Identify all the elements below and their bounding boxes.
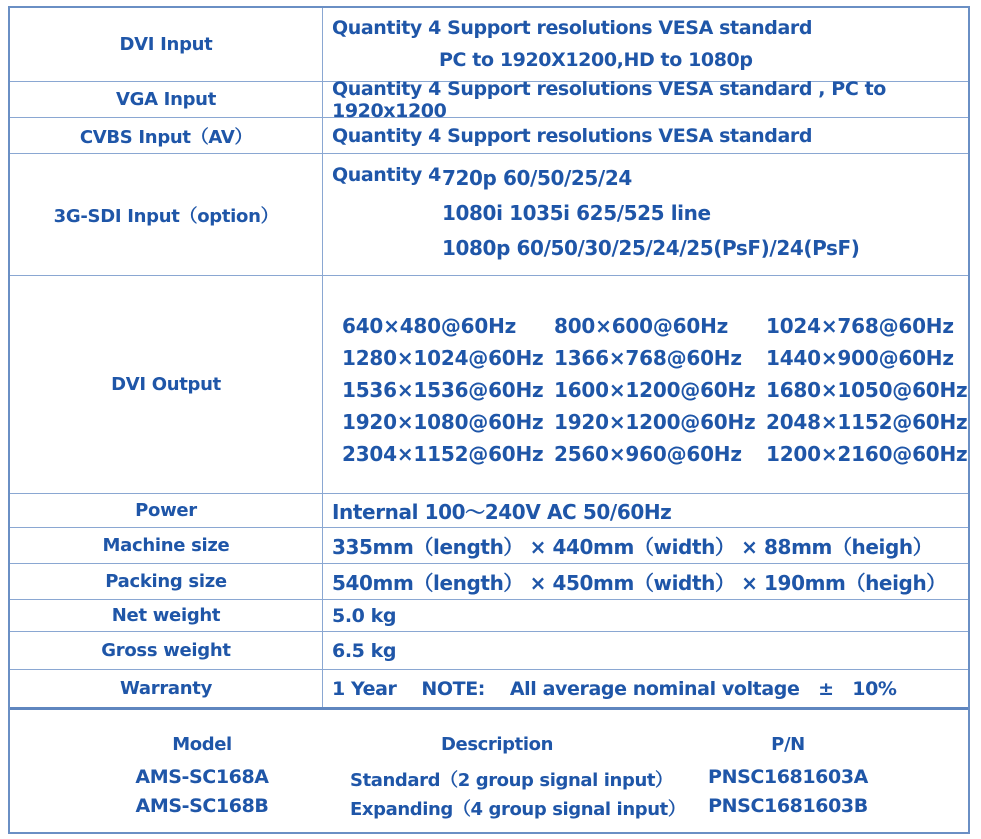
label-net-weight: Net weight	[10, 600, 323, 631]
header-model: Model	[172, 734, 232, 755]
resolution-item: 2304×1152@60Hz	[342, 442, 544, 466]
value-vga-input: Quantity 4 Support resolutions VESA standard , PC to 1920x1200	[332, 77, 886, 122]
resolution-item: 1440×900@60Hz	[766, 346, 954, 370]
resolution-item: 2048×1152@60Hz	[766, 410, 968, 434]
row-dvi-input	[10, 8, 968, 82]
label-sdi-input: 3G-SDI Input（option）	[10, 154, 323, 275]
value-power: Internal 100～240V AC 50/60Hz	[332, 500, 672, 524]
resolution-item: 1366×768@60Hz	[554, 346, 742, 370]
row-warranty	[10, 670, 968, 710]
pn-a: PNSC1681603A	[708, 766, 868, 788]
header-description: Description	[440, 734, 554, 755]
resolution-item: 2560×960@60Hz	[554, 442, 742, 466]
label-vga-input: VGA Input	[10, 82, 323, 117]
row-machine-size	[10, 528, 968, 564]
resolution-item: 1920×1080@60Hz	[342, 410, 544, 434]
value-gross-weight: 6.5 kg	[332, 639, 397, 662]
resolution-item: 1920×1200@60Hz	[554, 410, 756, 434]
label-warranty: Warranty	[10, 670, 323, 707]
spec-table	[8, 6, 970, 834]
resolution-item: 1200×2160@60Hz	[766, 442, 968, 466]
resolution-item: 1280×1024@60Hz	[342, 346, 544, 370]
model-table	[10, 714, 968, 832]
row-gross-weight	[10, 632, 968, 670]
value-dvi-input	[332, 8, 962, 81]
resolution-grid	[332, 276, 968, 493]
value-cvbs-input: Quantity 4 Support resolutions VESA standard	[332, 124, 813, 147]
value-warranty: 1 Year NOTE: All average nominal voltage ± 10%	[332, 677, 897, 700]
description-a: Standard（2 group signal input）	[350, 770, 673, 791]
label-power: Power	[10, 494, 323, 527]
label-gross-weight: Gross weight	[10, 632, 323, 669]
label-packing-size: Packing size	[10, 564, 323, 599]
row-packing-size	[10, 564, 968, 600]
resolution-item: 1600×1200@60Hz	[554, 378, 756, 402]
sdi-line-2: 1080i 1035i 625/525 line	[442, 201, 711, 225]
label-cvbs-input: CVBS Input（AV）	[10, 118, 323, 153]
value-sdi-input	[332, 154, 962, 275]
resolution-item: 1536×1536@60Hz	[342, 378, 544, 402]
row-power	[10, 494, 968, 528]
resolution-item: 1024×768@60Hz	[766, 314, 954, 338]
sdi-line-3: 1080p 60/50/30/25/24/25(PsF)/24(PsF)	[442, 236, 860, 260]
label-dvi-input: DVI Input	[10, 8, 323, 81]
model-b: AMS-SC168B	[135, 795, 269, 817]
label-dvi-output: DVI Output	[10, 276, 323, 493]
row-sdi-input	[10, 154, 968, 276]
value-net-weight: 5.0 kg	[332, 604, 397, 627]
row-net-weight	[10, 600, 968, 632]
pn-b: PNSC1681603B	[708, 795, 868, 817]
label-machine-size: Machine size	[10, 528, 323, 563]
row-dvi-output	[10, 276, 968, 494]
sdi-quantity: Quantity 4	[332, 164, 441, 186]
header-pn: P/N	[771, 734, 805, 755]
model-a: AMS-SC168A	[135, 766, 269, 788]
row-vga-input	[10, 77, 968, 122]
row-cvbs-input	[10, 118, 968, 154]
value-machine-size: 335mm（length） × 440mm（width） × 88mm（heigh）	[332, 535, 933, 559]
resolution-item: 1680×1050@60Hz	[766, 378, 968, 402]
description-b: Expanding（4 group signal input）	[350, 799, 686, 820]
resolution-item: 800×600@60Hz	[554, 314, 729, 338]
dvi-input-line-1: Quantity 4 Support resolutions VESA standard	[332, 17, 813, 39]
value-packing-size: 540mm（length） × 450mm（width） × 190mm（heigh）	[332, 571, 946, 595]
sdi-line-1: 720p 60/50/25/24	[442, 166, 632, 190]
resolution-item: 640×480@60Hz	[342, 314, 517, 338]
dvi-input-line-2: PC to 1920X1200,HD to 1080p	[439, 49, 753, 71]
